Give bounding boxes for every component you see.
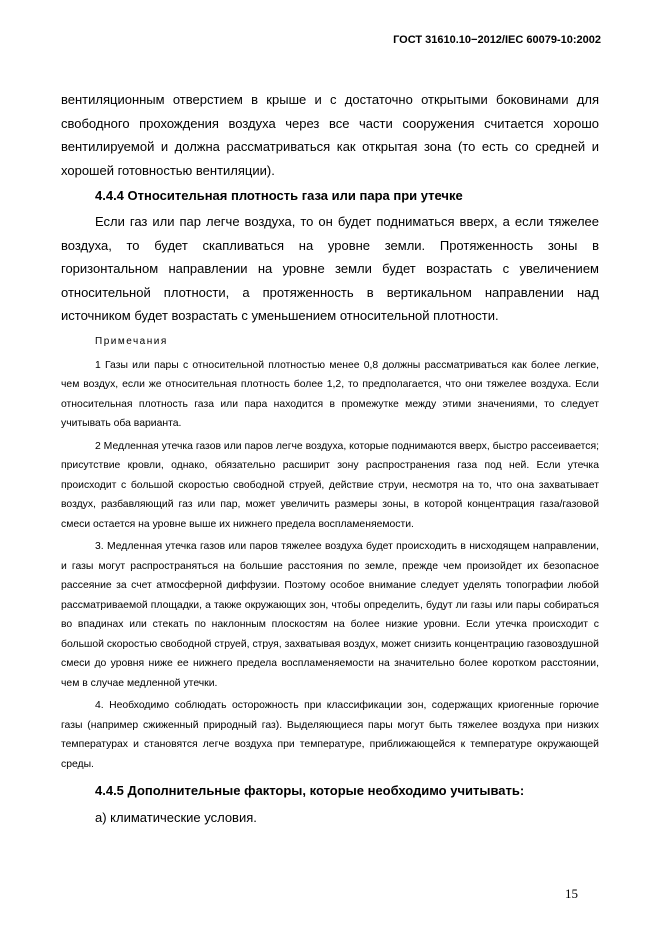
section-4-4-4-paragraph: Если газ или пар легче воздуха, то он будет подниматься вверх, а если тяжелее воздуха, то будет скапливаться на уровне земли. Протяженность зоны в горизонтальном направлении на уровне земли будет возрастать с увеличением относительной плотности, а протяженность в вертикальном направлении над источником будет возрастать с уменьшением относительной плотности.: [61, 214, 599, 323]
section-4-4-4-heading: 4.4.4 Относительная плотность газа или пара при утечке: [95, 188, 463, 203]
page-number: 15: [565, 886, 578, 901]
continuation-paragraph: вентиляционным отверстием в крыше и с достаточно открытыми боковинами для свободного прохождения воздуха через все части сооружения считается хорошо вентилируемой и должна рассматриваться как открытая зона (то есть со средней и хорошей готовностью вентиляции).: [61, 92, 599, 178]
note-1: 1 Газы или пары с относительной плотностью менее 0,8 должны рассматриваться как более легкие, чем воздух, если же относительная плотность более 1,2, то предполагается, что они тяжелее воздуха. Если относительная плотность газа или пара находится в промежутке между этими значениями, то следует учитывать оба варианта.: [61, 359, 599, 429]
page-content: [61, 88, 599, 830]
section-4-4-5-heading: 4.4.5 Дополнительные факторы, которые необходимо учитывать:: [95, 783, 525, 798]
section-4-4-5-item-a: а) климатические условия.: [95, 810, 257, 825]
notes-title: Примечания: [95, 335, 168, 347]
note-4: 4. Необходимо соблюдать осторожность при классификации зон, содержащих криогенные горючие газы (например сжиженный природный газ). Выделяющиеся пары могут быть тяжелее воздуха при низких температурах и становятся легче воздуха при температуре, приближающейся к температуре окружающей среды.: [61, 700, 599, 770]
document-header: ГОСТ 31610.10−2012/IEC 60079-10:2002: [393, 34, 601, 46]
note-3: 3. Медленная утечка газов или паров тяжелее воздуха будет происходить в нисходящем направлении, и газы могут распространяться на большие расстояния по земле, прежде чем произойдет их безопасное рассеяние за счет атмосферной диффузии. Поэтому особое внимание следует уделять топографии любой рассматриваемой площадки, а также окружающих зон, чтобы определить, будут ли газы или пары собираться во впадинах или стекать по наклонным плоскостям на более низкие уровни. Если утечка происходит с большой скоростью свободной струей, струя, захватывая воздух, может снизить концентрацию газовоздушной смеси до уровня ниже ее нижнего предела воспламеняемости на значительно более коротком расстоянии, чем в случае медленной утечки.: [61, 541, 599, 689]
note-2: 2 Медленная утечка газов или паров легче воздуха, которые поднимаются вверх, быстро рассеивается; присутствие кровли, однако, обязательно расширит зону распространения газа под ней. Если утечка происходит с большой скоростью свободной струей, действие струи, несмотря на то, что она захватывает воздух, разбавляющий газ или пар, может увеличить размеры зоны, в которой концентрация газа/газовой смеси остается на уровне выше их нижнего предела воспламеняемости.: [61, 440, 599, 530]
